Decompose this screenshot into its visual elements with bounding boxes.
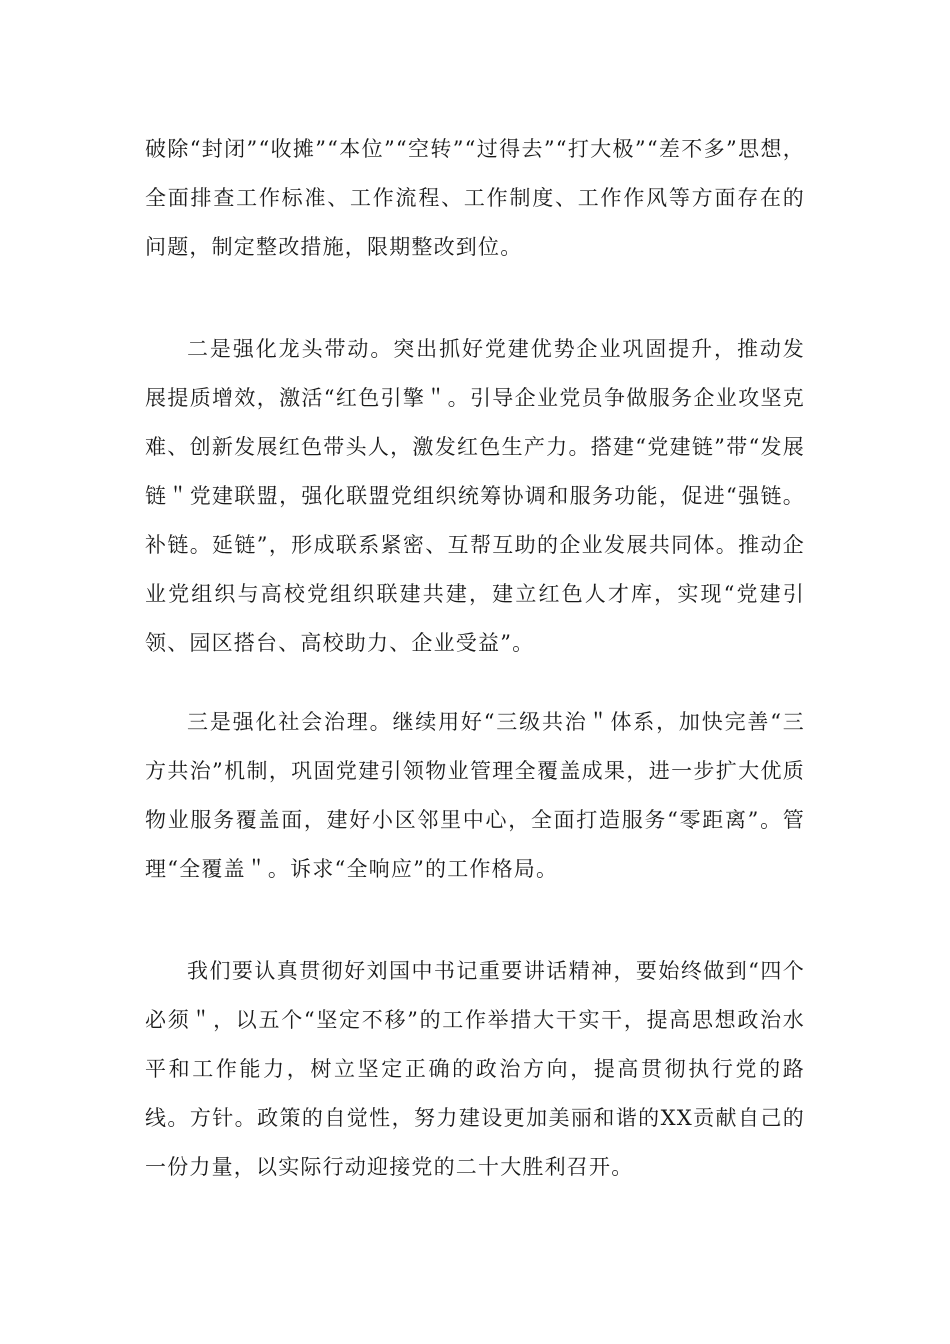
paragraph-continuation: 破除“封闭”“收摊”“本位”“空转”“过得去”“打大极”“差不多”思想，全面排查工作标准、工作流程、工作制度、工作作风等方面存在的问题，制定整改措施，限期整改到位。: [145, 137, 805, 259]
paragraph-social-governance: 三是强化社会治理。继续用好“三级共治＂体系，加快完善“三方共治”机制，巩固党建引领物业管理全覆盖成果，进一步扩大优质物业服务覆盖面，建好小区邻里中心，全面打造服务“零距离”。管理“全覆盖＂。诉求“全响应”的工作格局。: [145, 710, 805, 881]
paragraph-conclusion: 我们要认真贯彻好刘国中书记重要讲话精神，要始终做到“四个必须＂，以五个“坚定不移”的工作举措大干实干，提高思想政治水平和工作能力，树立坚定正确的政治方向，提高贯彻执行党的路线。方针。政策的自觉性，努力建设更加美丽和谐的XX贡献自己的一份力量，以实际行动迎接党的二十大胜利召开。: [145, 959, 805, 1179]
paragraph-leading-role: 二是强化龙头带动。突出抓好党建优势企业巩固提升，推动发展提质增效，激活“红色引擎＂。引导企业党员争做服务企业攻坚克难、创新发展红色带头人，激发红色生产力。搭建“党建链”带“发展链＂党建联盟，强化联盟党组织统筹协调和服务功能，促进“强链。补链。延链”，形成联系紧密、互帮互助的企业发展共同体。推动企业党组织与高校党组织联建共建，建立红色人才库，实现“党建引领、园区搭台、高校助力、企业受益”。: [145, 337, 805, 655]
